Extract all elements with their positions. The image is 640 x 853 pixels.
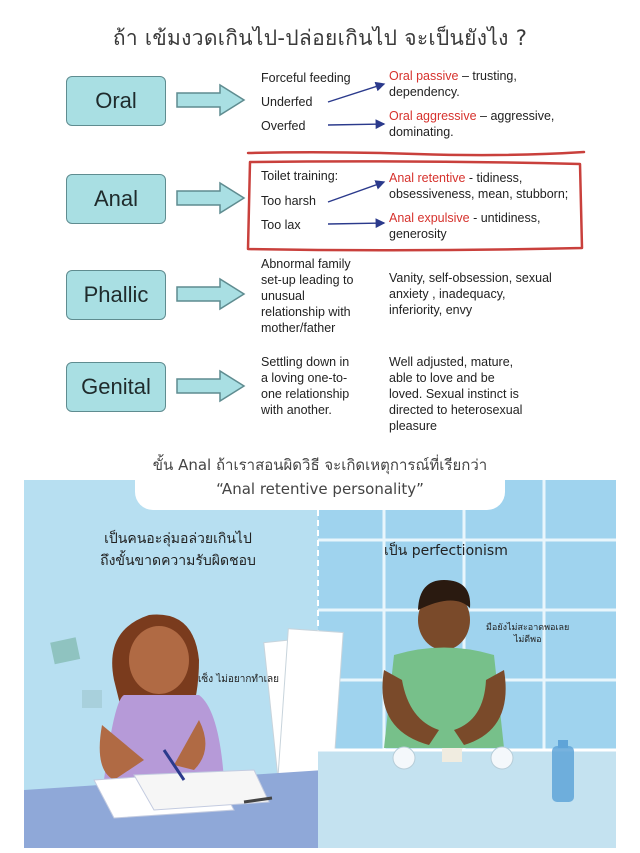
- right-speech-line-2: ไม่ดีพอ: [513, 635, 542, 645]
- phallic-outcome-1: Vanity, self-obsession, sexual: [389, 271, 552, 285]
- phallic-causes: [261, 256, 353, 336]
- genital-cause-3: one relationship: [261, 387, 350, 401]
- anal-retentive-label: Anal retentive: [389, 171, 466, 185]
- oral-cause-3: Overfed: [261, 119, 306, 133]
- genital-causes: [261, 354, 349, 418]
- right-speech: [486, 622, 569, 646]
- oral-cause-1: Forceful feeding: [261, 71, 351, 85]
- stage-box-oral: Oral: [66, 76, 166, 126]
- phallic-cause-2: set-up leading to: [261, 273, 354, 287]
- right-heading: เป็น perfectionism: [384, 543, 508, 559]
- genital-outcome-3: loved. Sexual instinct is: [389, 387, 519, 401]
- phallic-cause-1: Abnormal family: [261, 257, 351, 271]
- anal-outcome-1: [389, 170, 568, 202]
- anal-expulsive-desc-2: generosity: [389, 227, 447, 241]
- page-title: ถ้า เข้มงวดเกินไป-ปล่อยเกินไป จะเป็นยังไง ?: [112, 26, 528, 50]
- anal-cause-1: Toilet training:: [261, 169, 339, 183]
- stage-arrow-anal: [176, 181, 246, 215]
- genital-cause-1: Settling down in: [261, 355, 350, 369]
- left-heading-line-2: ถึงขั้นขาดความรับผิดชอบ: [100, 553, 256, 569]
- oral-aggressive-desc: – aggressive,: [476, 109, 555, 123]
- oral-arrows: [326, 80, 390, 138]
- left-heading: [78, 528, 278, 572]
- stage-box-phallic: Phallic: [66, 270, 166, 320]
- genital-outcome-1: Well adjusted, mature,: [389, 355, 514, 369]
- stage-box-genital: Genital: [66, 362, 166, 412]
- stage-arrow-oral: [176, 83, 246, 117]
- oral-passive-desc: – trusting,: [458, 69, 517, 83]
- anal-outcome-2: [389, 210, 540, 242]
- phallic-outcome-2: anxiety , inadequacy,: [389, 287, 506, 301]
- genital-outcomes: [389, 354, 522, 434]
- anal-retentive-desc-2: obsessiveness, mean, stubborn;: [389, 187, 569, 201]
- left-speech: เซ็ง ไม่อยากทำเลย: [198, 674, 280, 685]
- genital-cause-2: a loving one-to-: [261, 371, 348, 385]
- genital-cause-4: with another.: [261, 403, 332, 417]
- genital-outcome-2: able to love and be: [389, 371, 495, 385]
- anal-expulsive-desc: - untidiness,: [469, 211, 541, 225]
- oral-aggressive-label: Oral aggressive: [389, 109, 477, 123]
- right-speech-line-1: มือยังไม่สะอาดพอเลย: [486, 623, 570, 633]
- caption-line-2: “Anal retentive personality”: [216, 480, 424, 498]
- stage-arrow-genital: [176, 369, 246, 403]
- oral-aggressive-desc-2: dominating.: [389, 125, 454, 139]
- anal-arrows: [326, 178, 390, 236]
- oral-outcome-1: [389, 68, 517, 100]
- genital-outcome-5: pleasure: [389, 419, 437, 433]
- oral-cause-2: Underfed: [261, 95, 313, 109]
- left-heading-line-1: เป็นคนอะลุ่มอล่วยเกินไป: [104, 531, 252, 547]
- stage-arrow-phallic: [176, 277, 246, 311]
- stage-box-anal: Anal: [66, 174, 166, 224]
- anal-cause-2: Too harsh: [261, 194, 316, 208]
- anal-cause-3: Too lax: [261, 218, 301, 232]
- oral-outcome-2: [389, 108, 554, 140]
- oral-passive-label: Oral passive: [389, 69, 459, 83]
- anal-retentive-desc: - tidiness,: [465, 171, 523, 185]
- phallic-outcome-3: inferiority, envy: [389, 303, 473, 317]
- phallic-cause-3: unusual: [261, 289, 305, 303]
- phallic-outcomes: [389, 270, 552, 318]
- caption-line-1: ขั้น Anal ถ้าเราสอนผิดวิธี จะเกิดเหตุการณ์ที่เรียกว่า: [152, 456, 488, 474]
- phallic-cause-5: mother/father: [261, 321, 336, 335]
- genital-outcome-4: directed to heterosexual: [389, 403, 523, 417]
- phallic-cause-4: relationship with: [261, 305, 351, 319]
- red-underline: [246, 148, 586, 158]
- oral-passive-desc-2: dependency.: [389, 85, 460, 99]
- anal-expulsive-label: Anal expulsive: [389, 211, 470, 225]
